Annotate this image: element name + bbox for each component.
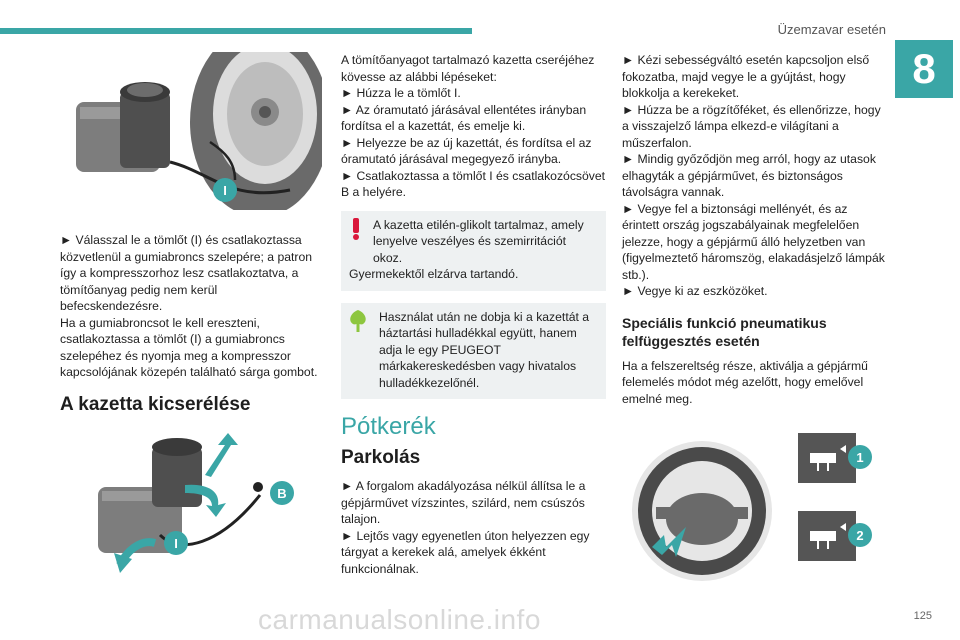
cartridge-replacement-heading: A kazetta kicserélése [60, 393, 251, 415]
column-1 [60, 52, 322, 585]
pneumatic-suspension-heading: Speciális funkció pneumatikus felfüggesztés esetén [622, 314, 827, 349]
eco-tree-icon [347, 309, 369, 333]
header-title: Üzemzavar esetén [777, 22, 886, 37]
warning-text-1: A kazetta etilén-glikolt tartalmaz, amely lenyelve veszélyes és szemirritációt okoz. [373, 217, 584, 265]
eco-box [341, 303, 606, 400]
column-2 [341, 52, 606, 577]
cartridge-intro: A tömítőanyagot tartalmazó kazetta cseréjéhez kövesse az alábbi lépéseket: [341, 53, 595, 84]
cartridge-replacement-figure [60, 425, 322, 585]
compressor-tyre-figure [60, 52, 322, 210]
spare-wheel-title: Pótkerék [341, 413, 436, 440]
fig3-label-2: 2 [856, 528, 864, 543]
fig3-label-1: 1 [856, 450, 864, 465]
cartridge-step-3: ► Helyezze be az új kazettát, és fordítsa el az óramutató járásával megegyező irányba. [341, 135, 592, 166]
cartridge-step-4: ► Csatlakoztassa a tömlőt I és csatlakozócsövet B a helyére. [341, 168, 606, 199]
cartridge-step-2: ► Az óramutató járásával ellentétes irányban fordítsa el a kazettát, és emelje ki. [341, 102, 587, 133]
warning-exclamation-icon [349, 217, 363, 241]
eco-text: Használat után ne dobja ki a kazettát a háztartási hulladékkal együtt, hanem adja le egy PEUGEOT márkakereskedésben vagy hivatalos hulladékkezelőnél. [379, 309, 590, 390]
cartridge-step-1: ► Húzza le a tömlőt I. [341, 86, 461, 100]
header-accent-bar [0, 28, 472, 34]
fig2-label-i: I [174, 536, 178, 551]
parking-instructions: ► A forgalom akadályozása nélkül állítsa le a gépjárművet vízszintes, szilárd, nem csúszós talajon. ► Lejtős vagy egyenetlen úton helyezzen egy tárgyat a kerekek alá, amelyek ékként funkcionálnak. [341, 479, 590, 576]
fig1-label-i: I [223, 183, 227, 198]
column-3 [622, 52, 887, 607]
chapter-number: 8 [895, 40, 953, 98]
warning-text-2: Gyermekektől elzárva tartandó. [349, 267, 519, 281]
watermark: carmanualsonline.info [258, 604, 541, 635]
fig2-label-b: B [277, 486, 287, 501]
warning-box [341, 211, 606, 291]
steering-wheel-figure [622, 427, 887, 607]
pneumatic-suspension-text: Ha a felszereltség része, aktiválja a gépjármű felemelés módot még azelőtt, hogy emelővel emelné meg. [622, 358, 868, 406]
parking-heading: Parkolás [341, 446, 421, 468]
safety-steps: ► Kézi sebességváltó esetén kapcsoljon első fokozatba, majd vegye le a gyújtást, hogy blokkolja a kerekeket. ► Húzza be a rögzítőféket, és ellenőrizze, hogy a visszajelző lámpa elkezd-e világítani a műszerfalon. ► Mindig győződjön meg arról, hogy az utasok elhagyták a gépjárművet, és biztonságos távolságra vannak. ► Vegye fel a biztonsági mellényét, és az érintett ország jogszabályainak megfelelően jelezze, hogy a gépjármű álló helyzetben van (figyelmeztető háromszög, elakadásjelző lámpák stb.). ► Vegye ki az eszközöket. [622, 53, 885, 298]
hose-instructions: ► Válasszal le a tömlőt (I) és csatlakoztassa közvetlenül a gumiabroncs szelepére; a patron így a kompresszorhoz lesz csatlakoztatva, a tömítőanyag pedig nem kerül befecskendezésre. Ha a gumiabroncsot le kell ereszteni, csatlakoztassa a tömlőt (I) a gumiabroncs szelepéhez és nyomja meg a kompresszor kapcsolójának közepén található sárga gombot. [60, 233, 318, 379]
page-number: 125 [913, 610, 932, 622]
